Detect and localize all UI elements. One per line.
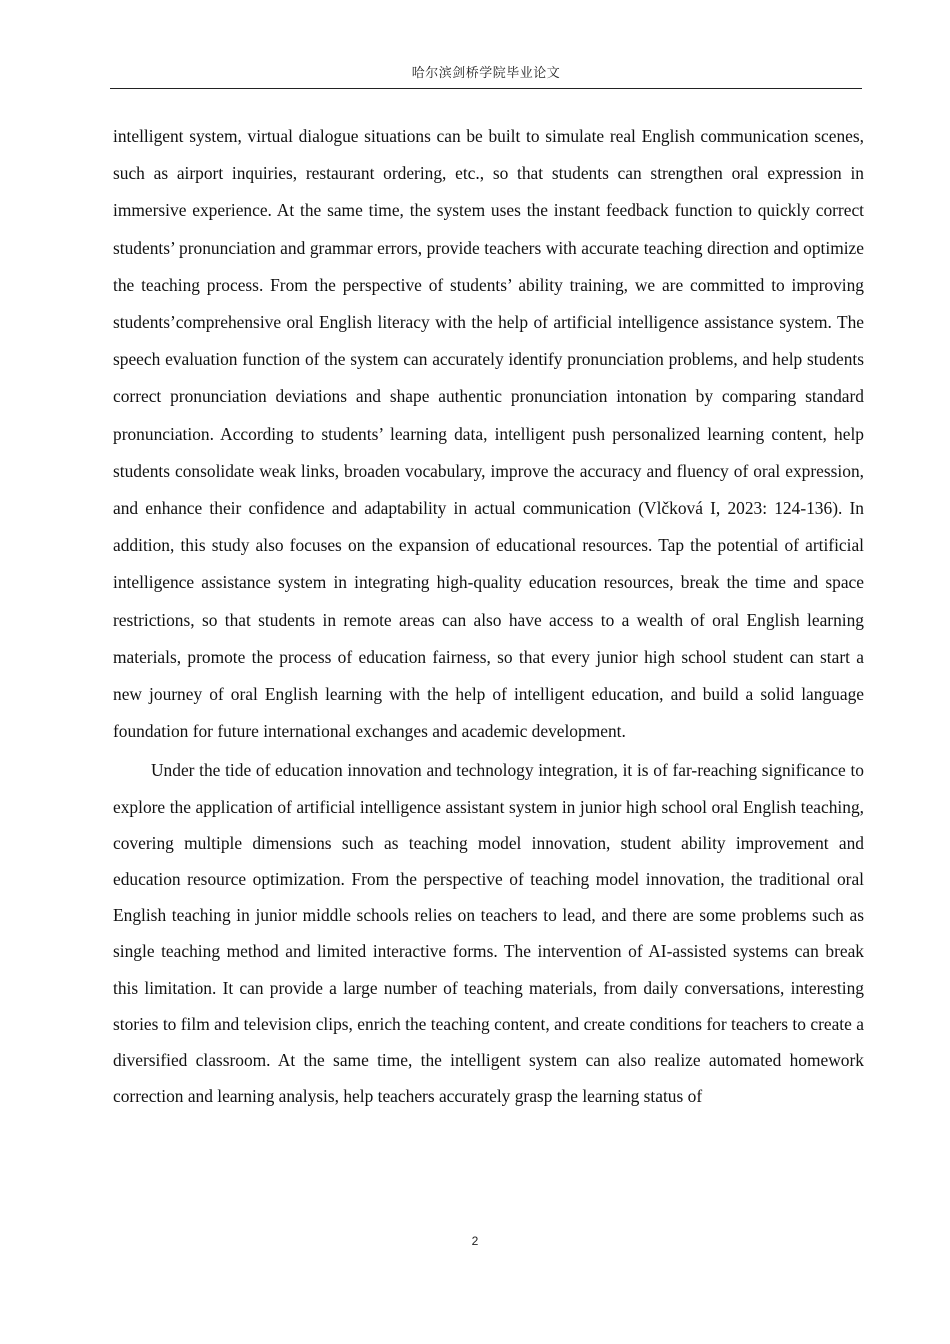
body-paragraph: Under the tide of education innovation and technology integration, it is of far-reaching significance to explore the application of artificial intelligence assistant system in junior high school oral English teaching, covering multiple dimensions such as teaching model innovation, student ability improvement and education resource optimization. From the perspective of teaching model innovation, the traditional oral English teaching in junior middle schools relies on teachers to lead, and there are some problems such as single teaching method and limited interactive forms. The intervention of AI-assisted systems can break this limitation. It can provide a large number of teaching materials, from daily conversations, interesting stories to film and television clips, enrich the teaching content, and create conditions for teachers to create a diversified classroom. At the same time, the intelligent system can also realize automated homework correction and learning analysis, help teachers accurately grasp the learning status of: [113, 760, 864, 1107]
page-number: 2: [471, 1234, 479, 1248]
page-header: [110, 64, 862, 89]
header-title: 哈尔滨剑桥学院毕业论文: [411, 66, 561, 81]
page-body: [113, 118, 864, 1114]
body-paragraph-continued: intelligent system, virtual dialogue situations can be built to simulate real English communication scenes, such as airport inquiries, restaurant ordering, etc., so that students can strengthen oral expression in immersive experience. At the same time, the system uses the instant feedback function to quickly correct students’ pronunciation and grammar errors, provide teachers with accurate teaching direction and optimize the teaching process. From the perspective of students’ ability training, we are committed to improving students’comprehensive oral English literacy with the help of artificial intelligence assistance system. The speech evaluation function of the system can accurately identify pronunciation problems, and help students correct pronunciation deviations and shape authentic pronunciation intonation by comparing standard pronunciation. According to students’ learning data, intelligent push personalized learning content, help students consolidate weak links, broaden vocabulary, improve the accuracy and fluency of oral expression, and enhance their confidence and adaptability in actual communication (Vlčková I, 2023: 124-136). In addition, this study also focuses on the expansion of educational resources. Tap the potential of artificial intelligence assistance system in integrating high-quality education resources, break the time and space restrictions, so that students in remote areas can also have access to a wealth of oral English learning materials, promote the process of education fairness, so that every junior high school student can start a new journey of oral English learning with the help of intelligent education, and build a solid language foundation for future international exchanges and academic development.: [113, 126, 864, 742]
page-footer: [0, 1234, 950, 1248]
